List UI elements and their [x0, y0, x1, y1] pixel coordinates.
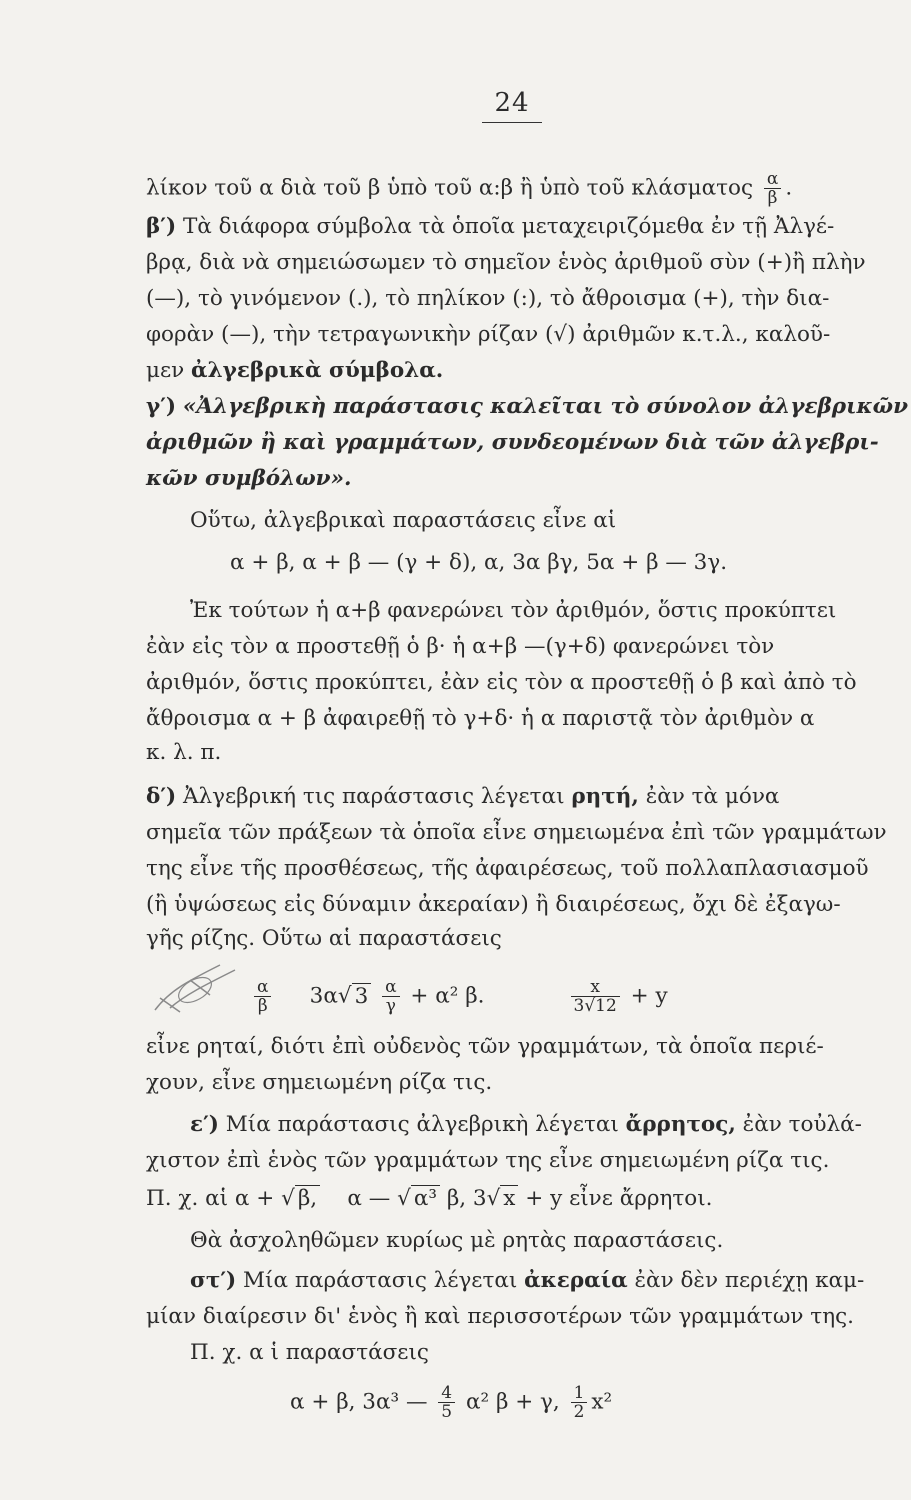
paragraph-st-line-3: Π. χ. α ἱ παραστάσεις [190, 1340, 429, 1365]
emphasis-term: ἀλγεβρικὰ σύμβολα. [191, 358, 444, 383]
page-number-rule [482, 122, 542, 123]
irrational-examples-line: Π. χ. αἱ α + √ β, α — √ α³ β, 3√ x + y εἶνε ἄρρητοι. [146, 1186, 713, 1211]
explanation-line-1: Ἐκ τούτων ἡ α+β φανερώνει τὸν ἀριθμόν, ὅστις προκύπτει [190, 598, 837, 623]
paragraph-st-line-2: μίαν διαίρεσιν δι' ἑνὸς ἢ καὶ περισσοτέρων τῶν γραμμάτων της. [146, 1304, 854, 1329]
paragraph-delta-line-4: (ἢ ὑψώσεως εἰς δύναμιν ἀκεραίαν) ἢ διαιρέσεως, ὄχι δὲ ἐξαγω- [146, 892, 841, 917]
section-label: στ′) [190, 1268, 237, 1293]
section-label: ε′) [190, 1112, 219, 1137]
explanation-line-4: ἄθροισμα α + β ἀφαιρεθῇ τὸ γ+δ· ἡ α παριστᾷ τὸν ἀριθμὸν α [146, 706, 815, 731]
text: λίκον τοῦ α διὰ τοῦ β ὑπὸ τοῦ α:β ἢ ὑπὸ τοῦ κλάσματος [146, 175, 753, 201]
paragraph-epsilon-line-1: ε′) Μία παράστασις ἀλγεβρικὴ λέγεται ἄρρητος, ἐὰν τοὐλά- [190, 1112, 862, 1137]
integer-examples-formula: α + β, 3α³ — $\frac{4}{5}$ α² β + γ, $\frac{1}{2}$ x² [290, 1383, 613, 1422]
fraction-a-over-g: $\frac{\alpha}{\gamma}$ [382, 978, 399, 1015]
section-label: β′) [146, 214, 177, 239]
paragraph-epsilon-line-2: χιστον ἐπὶ ἑνὸς τῶν γραμμάτων της εἶνε σημειωμένη ρίζα τις. [146, 1148, 830, 1173]
paragraph-delta-line-7: χουν, εἶνε σημειωμένη ρίζα τις. [146, 1070, 493, 1095]
explanation-line-5: κ. λ. π. [146, 740, 222, 765]
paragraph-delta-line-1: δ′) Ἀλγεβρική τις παράστασις λέγεται ρητή, ἐὰν τὰ μόνα [146, 784, 780, 809]
text-line-1: λίκον τοῦ α διὰ τοῦ β ὑπὸ τοῦ α:β ἢ ὑπὸ τοῦ κλάσματος $\frac{\alpha}{\beta}$ . [146, 169, 793, 208]
paragraph-delta-line-2: σημεῖα τῶν πράξεων τὰ ὁποῖα εἶνε σημειωμένα ἐπὶ τῶν γραμμάτων [146, 820, 887, 845]
paragraph-gamma-line-3: κῶν συμβόλων». [146, 466, 352, 491]
paragraph-beta-line-3: (—), τὸ γινόμενον (.), τὸ πηλίκον (:), τὸ ἄθροισμα (+), τὴν δια- [146, 286, 830, 311]
paragraph-delta-line-6: εἶνε ρηταί, διότι ἐπὶ οὐδενὸς τῶν γραμμάτων, τὰ ὁποῖα περιέ- [146, 1034, 824, 1059]
paragraph-delta-line-5: γῆς ρίζης. Οὕτω αἱ παραστάσεις [146, 926, 502, 951]
rational-focus-line: Θὰ ἀσχοληθῶμεν κυρίως μὲ ρητὰς παραστάσεις. [190, 1228, 724, 1253]
examples-intro: Οὕτω, ἀλγεβρικαὶ παραστάσεις εἶνε αἱ [190, 508, 617, 533]
fraction-x-over-root: $\frac{x}{3√12}$ [571, 978, 620, 1015]
fraction-a-over-b: $\frac{\alpha}{\beta}$ [254, 978, 271, 1015]
section-label: γ′) [146, 394, 177, 419]
paragraph-gamma-line-2: ἀριθμῶν ἢ καὶ γραμμάτων, συνδεομένων διὰ τῶν ἀλγεβρι- [146, 430, 879, 455]
rational-examples-formula: $\frac{\alpha}{\beta}$ 3α√ 3 $\frac{\alpha}{\gamma}$ + α² β. $\frac{x}{3√12}$ + y [250, 978, 911, 1015]
emphasis-term: ἀκεραία [524, 1268, 628, 1293]
page-number: 24 [494, 88, 530, 118]
emphasis-term: ρητή, [571, 784, 639, 809]
paragraph-gamma-line-1: γ′) «Ἀλγεβρικὴ παράστασις καλεῖται τὸ σύνολον ἀλγεβρικῶν [146, 394, 908, 419]
explanation-line-3: ἀριθμόν, ὅστις προκύπτει, ἐὰν εἰς τὸν α προστεθῇ ὁ β καὶ ἀπὸ τὸ [146, 670, 857, 695]
explanation-line-2: ἐὰν εἰς τὸν α προστεθῇ ὁ β· ἡ α+β —(γ+δ) φανερώνει τὸν [146, 634, 775, 659]
paragraph-beta-line-4: φορὰν (—), τὴν τετραγωνικὴν ρίζαν (√) ἀριθμῶν κ.τ.λ., καλοῦ- [146, 322, 831, 347]
fraction-4-over-5: $\frac{4}{5}$ [438, 1384, 455, 1421]
paragraph-beta-line-1: β′) Τὰ διάφορα σύμβολα τὰ ὁποῖα μεταχειριζόμεθα ἐν τῇ Ἀλγέ- [146, 214, 835, 239]
paragraph-beta-line-2: βρᾳ, διὰ νὰ σημειώσωμεν τὸ σημεῖον ἑνὸς ἀριθμοῦ σὺν (+)ἢ πλὴν [146, 250, 866, 275]
examples-formula-line: α + β, α + β — (γ + δ), α, 3α βγ, 5α + β — 3γ. [230, 550, 728, 575]
fraction-1-over-2: $\frac{1}{2}$ [571, 1384, 588, 1421]
paragraph-st-line-1: στ′) Μία παράστασις λέγεται ἀκεραία ἐὰν δὲν περιέχῃ καμ- [190, 1268, 865, 1293]
paragraph-delta-line-3: της εἶνε τῆς προσθέσεως, τῆς ἀφαιρέσεως, τοῦ πολλαπλασιασμοῦ [146, 856, 869, 881]
emphasis-term: ἄρρητος, [625, 1112, 736, 1137]
section-label: δ′) [146, 784, 177, 809]
fraction-a-over-b: $\frac{\alpha}{\beta}$ [764, 170, 781, 207]
paragraph-beta-line-5: μεν ἀλγεβρικὰ σύμβολα. [146, 358, 444, 383]
